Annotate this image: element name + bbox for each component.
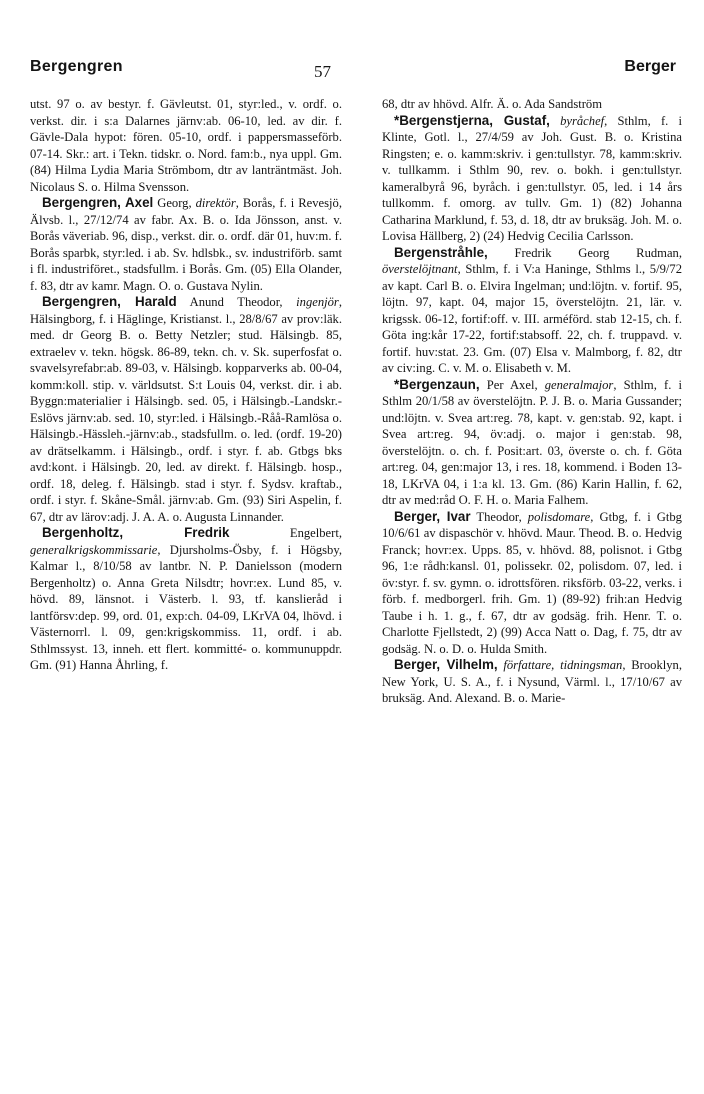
entry-headword: Bergenstråhle, xyxy=(394,244,488,260)
entry-occupation: polisdomare xyxy=(527,509,591,524)
entry-given-names: Engelbert, xyxy=(229,526,342,540)
entry-occupation: generalkrigskommissarie xyxy=(30,542,158,557)
entry-text: , Sthlm, f. i V:a Haninge, Sthlms l., 5/9/72 av kapt. Carl B. o. Elvira Ingelman; und:löjtn. v. fortif. 95, löjtn. 97, kapt. 04, major 15, överstelöjtn. 21, lär. v. krigssk. 06-12, fortif:off. v. III. arméförd. stab 12-15, ch. f. Göta ing:kår 17-22, fortif:stabsoff. 22, ch. f. truppavd. v. fortif. huv:stat. 23. Gm. (07) Elsa v. Malmborg, f. 82, dtr av civ:ing. C. v. M. o. Elisabeth v. M. xyxy=(382,262,682,375)
header-left-catchword: Bergengren xyxy=(30,58,123,75)
entry-text: , Brooklyn, New York, U. S. A., f. i Nysund, Värml. l., 17/10/67 av bruksäg. And. Alexand. B. o. Marie- xyxy=(382,658,682,705)
entry-text: utst. 97 o. av bestyr. f. Gävleutst. 01, styr:led., v. ordf. o. verkst. dir. i s:a Dalarnes järnv:ab. 06-10, led. av dir. f. Gävle-Dala hypot: fören. 05-10, ordf. i pappersmasseförb. 07-14. Skr.: art. i Tekn. tidskr. o. Nord. fam:b., nya uppl. Gm. (84) Hilma Lydia Maria Strömbom, dtr av lanträntmäst. Joh. Nicolaus S. o. Hilma Svensson. xyxy=(30,97,342,194)
entry-headword: Bergengren, Axel xyxy=(42,195,154,210)
entry-occupation: direktör xyxy=(195,196,236,210)
continued-entry xyxy=(30,96,342,195)
entry-headword: Berger, Vilhelm, xyxy=(394,657,498,672)
entry-given-names: Anund Theodor, xyxy=(176,295,297,309)
running-head xyxy=(30,58,676,84)
page-number: 57 xyxy=(314,62,331,81)
right-column xyxy=(382,96,682,707)
entry-given-names: Per Axel, xyxy=(479,377,545,392)
entry-text: , Borås, f. i Revesjö, Älvsb. l., 27/12/74 av fabr. Ax. B. o. Ida Jönsson, anst. v. Borås väveriab. 96, disp., verkst. dir. o. ordf. där 01, huv:m. f. Borås sparbk, styr:led. i ab. Sv. hdlsbk., sv. industriförb. samt i fl. industriföret., stadsfullm. i Borås. Gm. (05) Ella Olander, f. 83, dtr av kamr. Magn. O. o. Gustava Nylin. xyxy=(30,196,342,293)
entry-occupation: överstelöjtnant xyxy=(382,262,458,276)
entry-text: , Sthlm, f. i Klinte, Gotl. l., 27/4/59 av Joh. Gust. B. o. Kristina Ringsten; e. o. kamm:skriv. i gen:tullstyr. 78, kamm:skriv. v. tullkamm. i Sthlm 90, rev. o. bokh. i gen:tullstyr. kameralbyrå 96, byråch. i gen:tullstyr. 05, led. i 14 års tullkomm. f. omorg. av tullv. Gm. 1) (82) Johanna Catharina Marklund, f. 53, d. 18, dtr av bruksäg. Joh. M. o. Lovisa Hällberg, 2) (24) Hedvig Cecilia Carlsson. xyxy=(382,113,682,243)
entry-text: 68, dtr av hhövd. Alfr. Ä. o. Ada Sandström xyxy=(382,97,603,111)
biography-entry xyxy=(382,377,682,509)
biography-entry xyxy=(382,113,682,245)
biography-entry xyxy=(382,657,682,707)
biography-entry xyxy=(382,509,682,658)
entry-headword: Bergengren, Harald xyxy=(42,294,177,309)
entry-given-names: Georg, xyxy=(153,196,196,210)
entry-headword: Bergenholtz, Fredrik xyxy=(42,525,230,540)
entry-text: , Djursholms-Ösby, f. i Högsby, Kalmar l., 8/10/58 av lantbr. N. P. Danielsson (modern Bergenholtz) o. Anna Greta Nilsdtr; hovr:ex. Lund 85, v. hövd. 89, länsnot. i Västerb. l. 93, tf. kanslieråd i lantförsv:dep. 99, ord. 01, exp:ch. 04-09, LKrVA 04, lhövd. i Västernorrl. l. 09, gen:krigskommiss. 11, ordf. i ab. Sthlmssyst. 13, inneh. ett flert. kommitté- o. kommunuppdr. Gm. (91) Hanna Åhrling, f. xyxy=(30,542,342,672)
biography-entry xyxy=(30,294,342,525)
biography-entry xyxy=(30,525,342,674)
entry-headword: *Bergenzaun, xyxy=(394,376,480,392)
entry-given-names: Theodor, xyxy=(470,509,528,524)
entry-occupation: ingenjör xyxy=(296,295,339,309)
header-right-catchword: Berger xyxy=(624,58,676,75)
entry-headword: *Bergenstjerna, Gustaf, xyxy=(394,112,550,128)
biography-entry xyxy=(382,245,682,377)
biography-entry xyxy=(30,195,342,294)
entry-given-names: Fredrik Georg Rudman, xyxy=(487,245,682,260)
entry-occupation: generalmajor xyxy=(544,377,614,392)
entry-text: , Sthlm, f. i Sthlm 20/1/58 av överstelöjtn. P. J. B. o. Maria Gussander; und:löjtn. v. Svea art:reg. 78, kapt. v. gen:stab. 92, kapt. i Svea art:reg. 94, öv:adj. o. major i gen:stab. 98, överstelöjtn. o. ch. f. Posit:art. 03, överste o. ch. f. Göta art:reg. 04, gen:major 13, i res. 18, kommend. i Boden 13-18, LKrVA 04, i 1:a kl. 13. Gm. (86) Karin Hallin, f. 62, dtr av med:råd O. F. H. o. Maria Falhem. xyxy=(382,377,682,507)
entry-text: , Hälsingborg, f. i Häglinge, Kristianst. l., 28/8/67 av prov:läk. med. dr Georg B. o. Betty Netzler; stud. Hälsingb. 85, extraelev v. tekn. högsk. 86-89, tekn. ch. v. Sk. superfosfat o. svavelsyrefabr:ab. 89-03, v. Hälsingb. kopparverks ab. 00-04, komm:koll. stip. v. världsutst. S:t Louis 04, verkst. dir. i ab. Byggn:materialier i Hälsingb. sed. 05, i Hälsingb.-Landskr.-Eslövs järnv:ab. sed. 10, styr:led. i Hälsingb.-Råå-Ramlösa o. Hälsingb.-Hässleh.-järnv:ab., stadsfullm. o. led. (ordf. 19-20) av drätselkamm. i Hälsingb., ordf. i styr. f. ab. Gtbgs bks avd:kont. i Hälsingb. 20, led. av direkt. f. Hälsingb. hosp., ordf. 18, deleg. f. Hälsingb. stad i styr. f. Sydsv. kraftab., ordf. i styr. f. Skåne-Smål. järnv:ab. Gm. (93) Siri Aspelin, f. 67, dtr av lärov:adj. J. A. A. o. Augusta Linnander. xyxy=(30,295,342,524)
entry-given-names xyxy=(550,114,560,128)
entry-occupation: författare, tidningsman xyxy=(503,658,623,672)
entry-occupation: byråchef xyxy=(560,113,605,128)
entry-text: , Gtbg, f. i Gtbg 10/6/61 av dispaschör v. hhövd. Maur. Theod. B. o. Hedvig Franck; hovr:ex. Upps. 85, v. hhövd. 88, polisnot. i Gtbg 96, 1:e rådh:kansl. 01, polissekr. 02, polisdom. 07, led. i öv:styr. f. sv. gymn. o. idrottsfören. riksförb. 03-22, verks. i förb. f. medborgerl. frih. Gm. 1) (89-92) frih:an Hedvig Taube i h. 1. g., f. 67, dtr av godsäg. frih. Henr. T. o. Charlotte Fjellstedt, 2) (99) Acca Natt o. Dag, f. 75, dtr av godsäg. N. o. D. o. Hulda Smith. xyxy=(382,509,682,656)
entry-headword: Berger, Ivar xyxy=(394,508,471,524)
continued-entry xyxy=(382,96,682,113)
left-column xyxy=(30,96,342,674)
